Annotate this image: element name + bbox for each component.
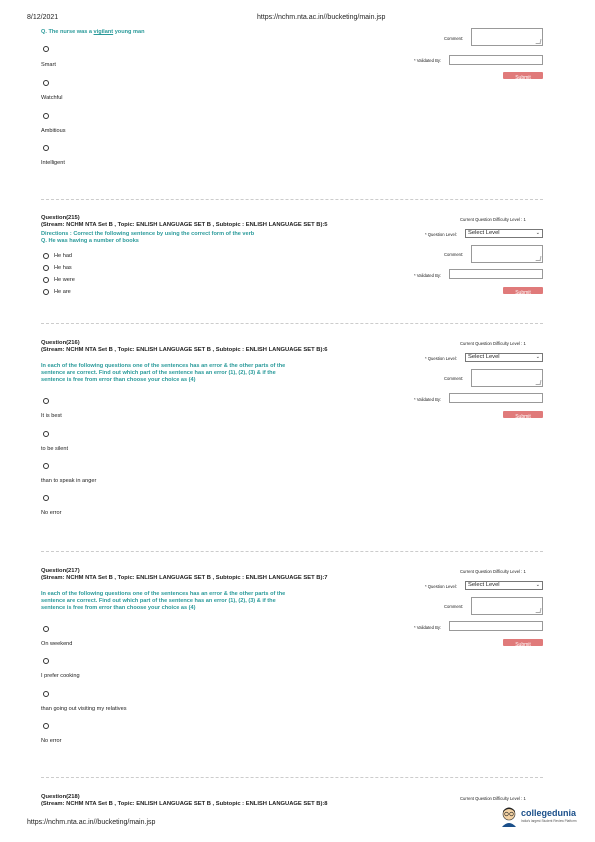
option-radio[interactable]	[43, 723, 49, 729]
submit-button[interactable]: Submit	[503, 411, 543, 418]
option-radio[interactable]	[43, 253, 49, 259]
comment-input[interactable]	[471, 245, 543, 263]
question-level-label: * Question Level:	[425, 584, 457, 589]
question-number: Question(218)	[41, 794, 80, 800]
validated-by-input[interactable]	[449, 269, 543, 279]
chevron-down-icon: ⌄	[535, 582, 540, 588]
footer-url: https://nchm.nta.ac.in//bucketing/main.jsp	[27, 819, 156, 826]
option-label: Watchful	[41, 95, 63, 101]
question-instruction: sentence are correct. Find out which part of the sentence has an error (1), (2), (3) & if the	[41, 598, 276, 604]
option-label: Ambitious	[41, 128, 66, 134]
question-number: Question(217)	[41, 568, 80, 574]
validated-by-label: * Validated By:	[414, 58, 442, 63]
validated-by-label: * Validated By:	[414, 273, 442, 278]
option-radio[interactable]	[43, 265, 49, 271]
question-stream: (Stream: NCHM NTA Set B , Topic: ENLISH LANGUAGE SET B , Subtopic : ENLISH LANGUAGE SET B):6	[41, 347, 328, 353]
option-label: I prefer cooking	[41, 673, 80, 679]
logo-mascot-icon	[499, 806, 519, 828]
option-label: On weekend	[41, 641, 73, 647]
difficulty-level: Current Question Difficulty Level : 1	[460, 217, 526, 222]
option-radio[interactable]	[43, 691, 49, 697]
logo-text: collegedunia	[521, 808, 577, 818]
difficulty-level: Current Question Difficulty Level : 1	[460, 796, 526, 801]
option-radio[interactable]	[43, 145, 49, 151]
submit-button[interactable]: Submit	[503, 72, 543, 79]
comment-label: Comment:	[444, 36, 464, 41]
chevron-down-icon: ⌄	[535, 354, 540, 360]
option-radio[interactable]	[43, 277, 49, 283]
section-divider	[41, 777, 543, 778]
question-instruction: sentence is free from error than choose your choice as (4)	[41, 377, 196, 383]
question-number: Question(215)	[41, 215, 80, 221]
question-instruction: sentence is free from error than choose your choice as (4)	[41, 605, 196, 611]
validated-by-input[interactable]	[449, 393, 543, 403]
comment-label: Comment:	[444, 604, 464, 609]
option-label: It is best	[41, 413, 62, 419]
difficulty-level: Current Question Difficulty Level : 1	[460, 569, 526, 574]
validated-by-input[interactable]	[449, 621, 543, 631]
question-instruction: sentence are correct. Find out which part of the sentence has an error (1), (2), (3) & if the	[41, 370, 276, 376]
question-stream: (Stream: NCHM NTA Set B , Topic: ENLISH LANGUAGE SET B , Subtopic : ENLISH LANGUAGE SET B):7	[41, 575, 328, 581]
question-stream: (Stream: NCHM NTA Set B , Topic: ENLISH LANGUAGE SET B , Subtopic : ENLISH LANGUAGE SET B):8	[41, 801, 328, 807]
option-label: to be silent	[41, 446, 69, 452]
difficulty-level: Current Question Difficulty Level : 1	[460, 341, 526, 346]
option-label: Smart	[41, 62, 56, 68]
option-label: than going out visiting my relatives	[41, 706, 127, 712]
question-instruction: In each of the following questions one of the sentences has an error & the other parts of the	[41, 363, 286, 369]
option-label: No error	[41, 510, 62, 516]
option-label: He has	[54, 265, 72, 271]
question-directions: Directions : Correct the following sentence by using the correct form of the verb	[41, 231, 255, 237]
section-divider	[41, 323, 543, 324]
option-radio[interactable]	[43, 463, 49, 469]
highlighted-word: vigilant	[93, 29, 114, 35]
option-label: than to speak in anger	[41, 478, 97, 484]
question-text: Q. He was having a number of books	[41, 238, 139, 244]
option-radio[interactable]	[43, 495, 49, 501]
option-radio[interactable]	[43, 289, 49, 295]
option-radio[interactable]	[43, 658, 49, 664]
option-radio[interactable]	[43, 80, 49, 86]
logo-tagline: India's largest Student Review Platform	[521, 819, 577, 823]
option-radio[interactable]	[43, 113, 49, 119]
submit-button[interactable]: Submit	[503, 287, 543, 294]
question-level-label: * Question Level:	[425, 232, 457, 237]
validated-by-label: * Validated By:	[414, 625, 442, 630]
comment-input[interactable]	[471, 369, 543, 387]
option-radio[interactable]	[43, 398, 49, 404]
print-date: 8/12/2021	[27, 14, 59, 21]
question-level-select[interactable]: Select Level ⌄	[465, 581, 543, 590]
print-url: https://nchm.nta.ac.in//bucketing/main.jsp	[257, 14, 386, 21]
option-label: Intelligent	[41, 160, 65, 166]
option-radio[interactable]	[43, 626, 49, 632]
comment-label: Comment:	[444, 376, 464, 381]
question-level-label: * Question Level:	[425, 356, 457, 361]
option-label: He are	[54, 289, 71, 295]
question-number: Question(216)	[41, 340, 80, 346]
option-radio[interactable]	[43, 46, 49, 52]
option-radio[interactable]	[43, 431, 49, 437]
validated-by-input[interactable]	[449, 55, 543, 65]
comment-input[interactable]	[471, 597, 543, 615]
section-divider	[41, 551, 543, 552]
option-label: He were	[54, 277, 75, 283]
question-instruction: In each of the following questions one of the sentences has an error & the other parts of the	[41, 591, 286, 597]
section-divider	[41, 199, 543, 200]
comment-label: Comment:	[444, 252, 464, 257]
comment-input[interactable]	[471, 28, 543, 46]
question-stream: (Stream: NCHM NTA Set B , Topic: ENLISH LANGUAGE SET B , Subtopic : ENLISH LANGUAGE SET B):5	[41, 222, 328, 228]
option-label: No error	[41, 738, 62, 744]
question-text: Q. The nurse was a vigilant young man	[41, 29, 145, 35]
question-level-select[interactable]: Select Level ⌄	[465, 229, 543, 238]
submit-button[interactable]: Submit	[503, 639, 543, 646]
option-label: He had	[54, 253, 73, 259]
validated-by-label: * Validated By:	[414, 397, 442, 402]
question-level-select[interactable]: Select Level ⌄	[465, 353, 543, 362]
chevron-down-icon: ⌄	[535, 230, 540, 236]
